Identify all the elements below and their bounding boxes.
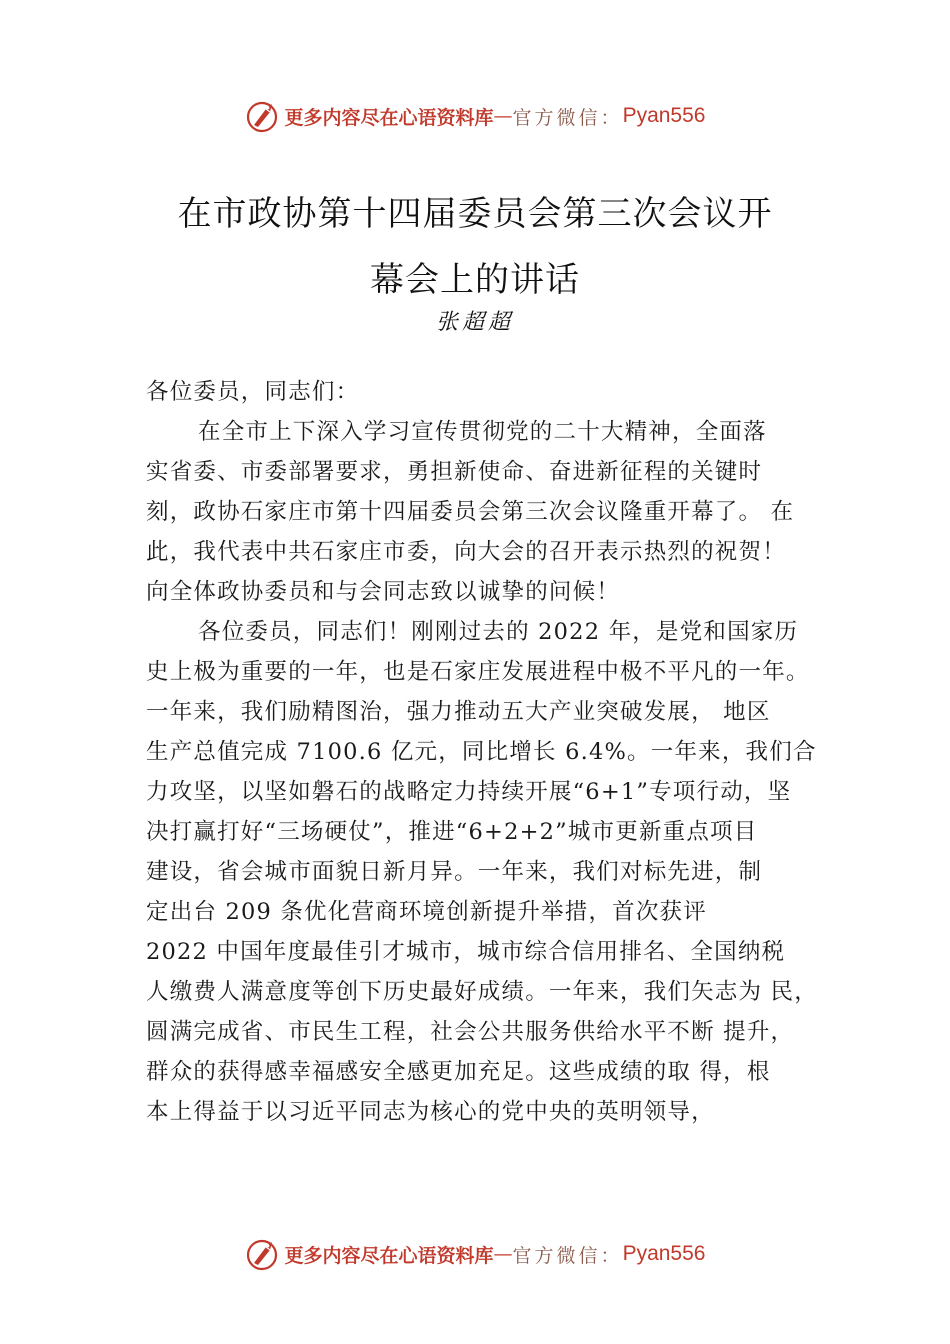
salutation-line: 各位委员，同志们： <box>146 379 360 405</box>
watermark-dash: — <box>493 105 513 127</box>
watermark-main-text: 更多内容尽在心语资料库 <box>284 1244 494 1267</box>
watermark-banner-bottom <box>0 1234 950 1274</box>
paragraph-line: 群众的获得感幸福感安全感更加充足。这些成绩的取 得，根 <box>146 1059 771 1085</box>
paragraph-line: 各位委员，同志们！刚刚过去的 2022 年，是党和国家历 <box>198 619 799 645</box>
pen-nib-logo-icon <box>245 1236 281 1272</box>
watermark-label: 官方微信： <box>512 106 623 129</box>
paragraph-line: 人缴费人满意度等创下历史最好成绩。一年来，我们矢志为 民， <box>146 979 818 1005</box>
paragraph-line: 刻，政协石家庄市第十四届委员会第三次会议隆重开幕了。 在 <box>146 499 795 525</box>
pen-nib-logo-icon <box>245 98 281 134</box>
document-title-line-1: 在市政协第十四届委员会第三次会议开 <box>177 194 773 234</box>
watermark-main-text: 更多内容尽在心语资料库 <box>284 106 494 129</box>
paragraph-line: 建设，省会城市面貌日新月异。一年来，我们对标先进，制 <box>146 859 763 885</box>
watermark-banner-top <box>0 96 950 136</box>
paragraph-line: 史上极为重要的一年，也是石家庄发展进程中极不平凡的一年。 <box>146 659 810 685</box>
watermark-label: 官方微信： <box>512 1244 623 1267</box>
paragraph-line: 本上得益于以习近平同志为核心的党中央的英明领导， <box>146 1099 715 1125</box>
paragraph-line: 向全体政协委员和与会同志致以诚挚的问候！ <box>146 579 621 605</box>
paragraph-line: 此，我代表中共石家庄市委，向大会的召开表示热烈的祝贺！ <box>146 539 786 565</box>
paragraph-line: 在全市上下深入学习宣传贯彻党的二十大精神，全面落 <box>198 419 767 445</box>
paragraph-line: 实省委、市委部署要求，勇担新使命、奋进新征程的关键时 <box>146 459 763 485</box>
paragraph-line: 力攻坚，以坚如磐石的战略定力持续开展“6+1”专项行动，坚 <box>146 779 792 805</box>
document-body <box>146 372 846 1132</box>
document-title-line-2: 幕会上的讲话 <box>370 260 580 300</box>
watermark-dash: — <box>493 1243 513 1265</box>
document-author: 张超超 <box>435 310 514 335</box>
paragraph-line: 决打赢打好“三场硬仗”，推进“6+2+2”城市更新重点项目 <box>146 819 758 845</box>
paragraph-line: 定出台 209 条优化营商环境创新提升举措，首次获评 <box>146 899 707 925</box>
paragraph-line: 一年来，我们励精图治，强力推动五大产业突破发展， 地区 <box>146 699 771 725</box>
paragraph-line: 2022 中国年度最佳引才城市，城市综合信用排名、全国纳税 <box>146 939 786 965</box>
paragraph-line: 生产总值完成 7100.6 亿元，同比增长 6.4%。一年来，我们合 <box>146 739 817 765</box>
watermark-wechat-id: Pyan556 <box>622 104 706 127</box>
watermark-wechat-id: Pyan556 <box>622 1242 706 1265</box>
paragraph-line: 圆满完成省、市民生工程，社会公共服务供给水平不断 提升， <box>146 1019 795 1045</box>
